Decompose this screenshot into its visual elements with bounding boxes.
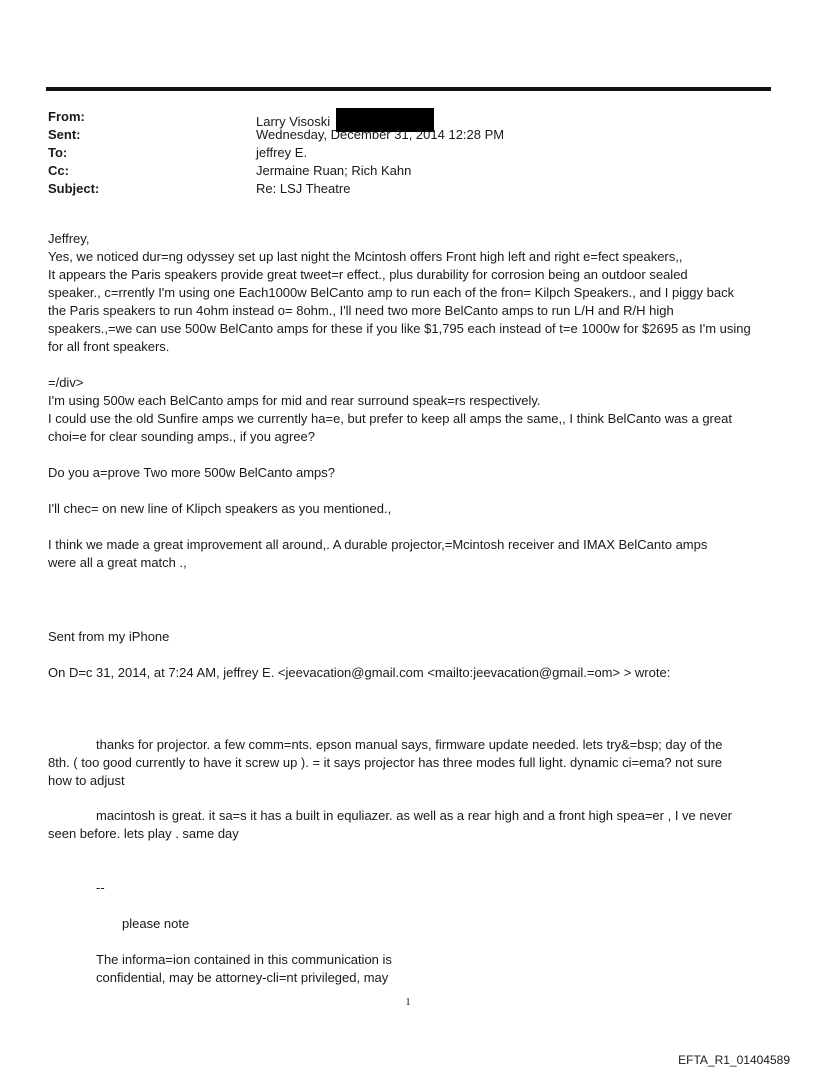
please-note: please note <box>122 916 190 931</box>
document-id: EFTA_R1_01404589 <box>678 1053 790 1067</box>
quoted-line: 8th. ( too good currently to have it screw up ). = it says projector has three modes full light. dynamic ci=ema? not sure <box>48 755 723 770</box>
quoted-line: thanks for projector. a few comm=nts. epson manual says, firmware update needed. lets try&=bsp; day of the <box>96 737 723 752</box>
header-rule <box>46 87 771 91</box>
sent-value: Wednesday, December 31, 2014 12:28 PM <box>256 127 505 142</box>
paragraph-1-line: speakers.,=we can use 500w BelCanto amps for these if you like $1,795 each instead of t=e 1000w for $2695 as I'm using <box>48 321 751 336</box>
paragraph-5-line: were all a great match ., <box>48 555 187 570</box>
subject-label: Subject: <box>48 181 100 196</box>
paragraph-1-line: Yes, we noticed dur=ng odyssey set up last night the Mcintosh offers Front high left and right e=fect speakers,, <box>48 249 683 264</box>
cc-label: Cc: <box>48 163 69 178</box>
confidentiality-line: The informa=ion contained in this communication is <box>96 952 392 967</box>
paragraph-1-line: speaker., c=rrently I'm using one Each1000w BelCanto amp to run each of the fron= Kilpch Speakers., and I piggy back <box>48 285 735 300</box>
paragraph-1-line: the Paris speakers to run 4ohm instead o= 8ohm., I'll need two more BelCanto amps to run L/H and R/H high <box>48 303 674 318</box>
confidentiality-line: confidential, may be attorney-cli=nt privileged, may <box>96 970 389 985</box>
paragraph-3: Do you a=prove Two more 500w BelCanto amps? <box>48 465 336 480</box>
sent-label: Sent: <box>48 127 81 142</box>
greeting: Jeffrey, <box>48 231 90 246</box>
paragraph-5-line: I think we made a great improvement all around,. A durable projector,=Mcintosh receiver and IMAX BelCanto amps <box>48 537 708 552</box>
signature-dash: -- <box>96 880 105 895</box>
paragraph-1-line: It appears the Paris speakers provide great tweet=r effect., plus durability for corrosion being an outdoor sealed <box>48 267 688 282</box>
confidentiality-notice <box>96 951 696 987</box>
quoted-line: seen before. lets play . same day <box>48 826 239 841</box>
from-name: Larry Visoski <box>256 114 331 129</box>
paragraph-4: I'll chec= on new line of Klipch speakers as you mentioned., <box>48 501 392 516</box>
page-number: 1 <box>405 996 411 1008</box>
email-body <box>48 230 773 572</box>
paragraph-2-line: I could use the old Sunfire amps we currently ha=e, but prefer to keep all amps the same,, I think BelCanto was a great <box>48 411 732 426</box>
quoted-line: how to adjust <box>48 773 125 788</box>
quoted-paragraph-1 <box>48 736 773 790</box>
from-label: From: <box>48 109 85 124</box>
paragraph-2-line: choi=e for clear sounding amps., if you agree? <box>48 429 316 444</box>
quote-header: On D=c 31, 2014, at 7:24 AM, jeffrey E. <jeevacation@gmail.com <mailto:jeevacation@gmail.=om> > wrote: <box>48 665 671 680</box>
paragraph-1-line: for all front speakers. <box>48 339 170 354</box>
quoted-line: macintosh is great. it sa=s it has a built in equliazer. as well as a rear high and a front high spea=er , I ve never <box>96 808 732 823</box>
to-label: To: <box>48 145 68 160</box>
paragraph-2-line: I'm using 500w each BelCanto amps for mid and rear surround speak=rs respectively. <box>48 393 541 408</box>
signoff: Sent from my iPhone <box>48 629 170 644</box>
quoted-paragraph-2 <box>48 807 773 843</box>
to-value: jeffrey E. <box>256 145 308 160</box>
subject-value: Re: LSJ Theatre <box>256 181 351 196</box>
div-tag-text: =/div> <box>48 375 84 390</box>
cc-value: Jermaine Ruan; Rich Kahn <box>256 163 412 178</box>
